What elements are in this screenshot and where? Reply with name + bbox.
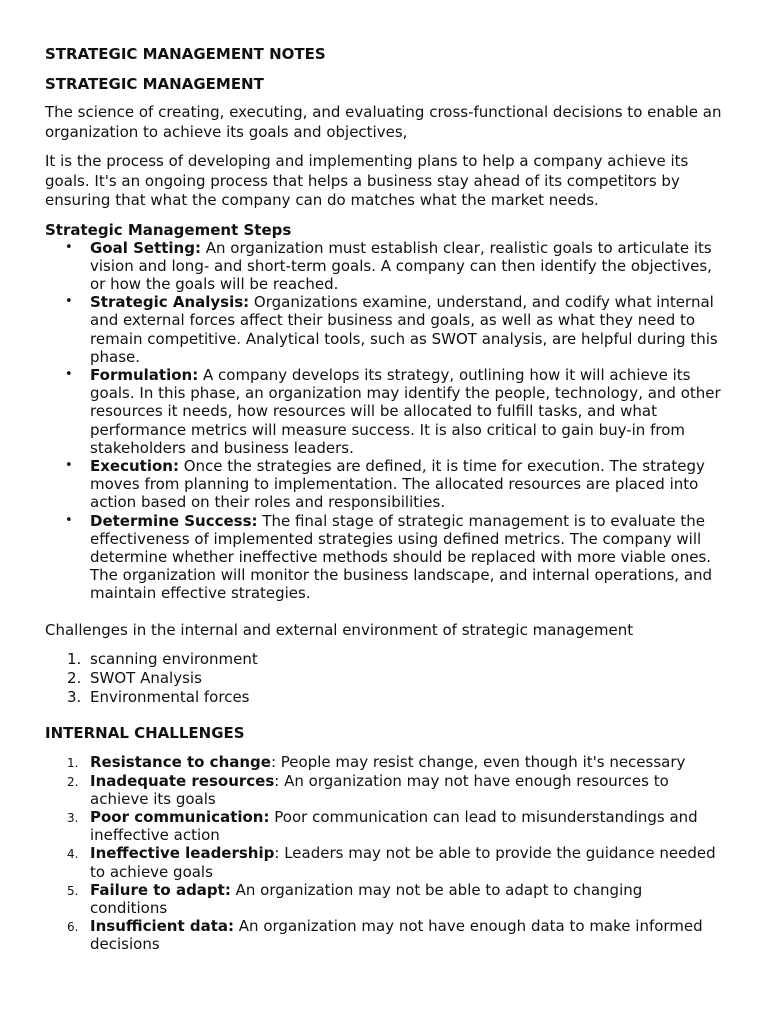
list-item bbox=[45, 844, 724, 880]
list-item-text: SWOT Analysis bbox=[90, 668, 202, 687]
list-item bbox=[45, 650, 724, 669]
challenge-term: Ineffective leadership bbox=[90, 844, 275, 863]
list-item bbox=[45, 669, 724, 688]
internal-challenges-heading: INTERNAL CHALLENGES bbox=[45, 724, 245, 743]
step-term: Goal Setting: bbox=[90, 238, 201, 257]
internal-challenges-list bbox=[45, 753, 724, 953]
list-item bbox=[45, 808, 724, 844]
steps-list bbox=[45, 239, 724, 603]
list-item bbox=[45, 688, 724, 707]
challenge-text: An organization may not be able to adapt to changing conditions bbox=[90, 880, 643, 918]
challenge-text: : People may resist change, even though it's necessary bbox=[270, 753, 686, 772]
list-number: 3. bbox=[67, 688, 82, 707]
step-text: The final stage of strategic management is to evaluate the effectiveness of implemented strategies using defined metrics. The company will determine whether ineffective methods should be replaced with more viable ones. The organization will monitor the business landscape, and internal operations, and maintain effective strategies. bbox=[90, 511, 713, 603]
list-item bbox=[45, 772, 724, 808]
list-number: 1. bbox=[67, 649, 82, 668]
definition-paragraph: The science of creating, executing, and evaluating cross-functional decisions to enable an organization to achieve its goals and objectives, bbox=[45, 103, 722, 141]
challenge-term: Resistance to change bbox=[90, 753, 271, 772]
bullet-icon: • bbox=[65, 366, 73, 382]
step-text: Organizations examine, understand, and codify what internal and external forces affect their business and goals, as well as what they need to remain competitive. Analytical tools, such as SWOT analysis, are helpful during this phase. bbox=[90, 293, 718, 366]
challenge-term: Insufficient data: bbox=[90, 917, 235, 936]
challenges-list bbox=[45, 650, 724, 708]
step-term: Strategic Analysis: bbox=[90, 293, 250, 312]
challenges-intro: Challenges in the internal and external environment of strategic management bbox=[45, 620, 634, 639]
list-item-text: Environmental forces bbox=[90, 688, 250, 707]
list-item bbox=[45, 917, 724, 953]
list-item bbox=[45, 881, 724, 917]
challenge-text: : An organization may not have enough resources to achieve its goals bbox=[90, 771, 669, 808]
list-number: 2. bbox=[67, 668, 82, 687]
list-number: 6. bbox=[67, 920, 79, 935]
bullet-icon: • bbox=[65, 294, 73, 310]
list-item-text: scanning environment bbox=[90, 649, 258, 668]
challenge-term: Inadequate resources bbox=[90, 771, 275, 790]
challenge-text: An organization may not have enough data to make informed decisions bbox=[90, 917, 703, 954]
bullet-icon: • bbox=[65, 239, 73, 255]
list-number: 5. bbox=[67, 883, 79, 898]
list-number: 3. bbox=[67, 811, 79, 826]
bullet-icon: • bbox=[65, 512, 73, 528]
list-item bbox=[45, 366, 724, 457]
list-number: 4. bbox=[67, 847, 79, 862]
challenge-term: Failure to adapt: bbox=[90, 880, 231, 899]
step-text: Once the strategies are defined, it is time for execution. The strategy moves from planning to implementation. The allocated resources are placed into action based on their roles and responsibilities. bbox=[90, 456, 705, 512]
challenge-text: Poor communication can lead to misunderstandings and ineffective action bbox=[90, 808, 698, 845]
document-title: STRATEGIC MANAGEMENT NOTES bbox=[45, 45, 326, 63]
list-number: 2. bbox=[67, 774, 79, 789]
step-term: Determine Success: bbox=[90, 511, 258, 530]
section-heading: STRATEGIC MANAGEMENT bbox=[45, 75, 264, 93]
bullet-icon: • bbox=[65, 457, 73, 473]
challenge-text: : Leaders may not be able to provide the guidance needed to achieve goals bbox=[90, 844, 716, 881]
list-item bbox=[45, 512, 724, 603]
list-item bbox=[45, 753, 724, 771]
list-item bbox=[45, 293, 724, 366]
list-item bbox=[45, 457, 724, 512]
step-term: Formulation: bbox=[90, 365, 199, 384]
steps-heading: Strategic Management Steps bbox=[45, 220, 292, 239]
step-text: An organization must establish clear, realistic goals to articulate its vision and long- and short-term goals. A company can then identify the objectives, or how the goals will be reached. bbox=[90, 238, 712, 293]
challenge-term: Poor communication: bbox=[90, 808, 270, 827]
list-number: 1. bbox=[67, 756, 79, 771]
list-item bbox=[45, 239, 724, 294]
step-text: A company develops its strategy, outlining how it will achieve its goals. In this phase, an organization may identify the people, technology, and other resources it needs, how resources will be allocated to fulfill tasks, and what performance metrics will measure success. It is also critical to gain buy-in from stakeholders and business leaders. bbox=[90, 365, 721, 457]
step-term: Execution: bbox=[90, 456, 179, 475]
description-paragraph: It is the process of developing and implementing plans to help a company achieve its goals. It's an ongoing process that helps a business stay ahead of its competitors by ensuring that what the company can do matches what the market needs. bbox=[45, 152, 689, 209]
